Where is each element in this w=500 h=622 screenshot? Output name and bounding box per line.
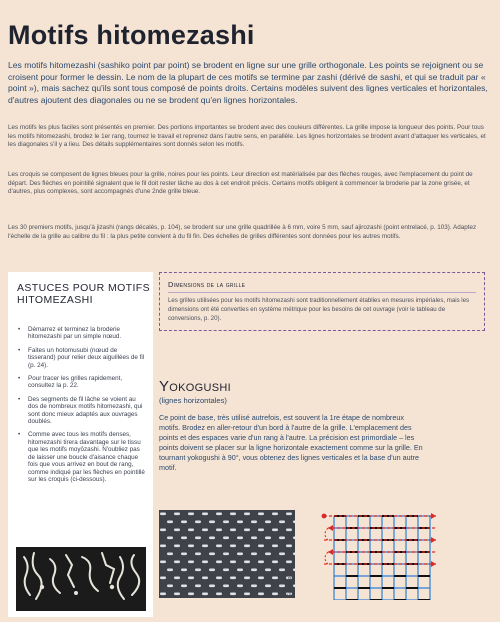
body-paragraph-3 bbox=[8, 224, 490, 241]
yokogushi-title: Yokogushi bbox=[159, 378, 231, 395]
start-point-icon bbox=[322, 514, 327, 519]
heading-divider bbox=[168, 292, 476, 293]
arrow-head-icon bbox=[431, 513, 436, 519]
tip-item: • Pour tracer les grilles rapidement, consultez la p. 22. bbox=[16, 375, 146, 390]
paragraph-text: Les 30 premiers motifs, jusqu'à jizashi (rangs décalés, p. 104), se brodent sur une grille quadrillée à 6 mm, voire 5 mm, sauf ajirozashi (point entrelacé, p. 103). Adaptez l'échelle de la grille au calibre du fil : la plus petite convient à du fil fin. Des échelles de grilles différentes sont données pour les autres motifs. bbox=[8, 224, 477, 240]
photo-credit: Gilles Hot bbox=[287, 575, 293, 597]
intro-text bbox=[8, 60, 490, 106]
tips-sidebar bbox=[8, 272, 153, 617]
body-paragraph-1 bbox=[8, 124, 490, 150]
tip-item: • Comme avec tous les motifs denses, hitomezashi tirera davantage sur le tissu que les motifs moyōzashi. N'oubliez pas de laisser une boucle d'aisance chaque fois que vous arrivez en bout de rang, comme indiqué par les flèches en pointillé sur les croquis (ci-dessous). bbox=[16, 431, 146, 483]
arrow-head-icon bbox=[328, 549, 333, 555]
yokogushi-subtitle: (lignes horizontales) bbox=[159, 396, 227, 405]
tip-item: • Des segments de fil lâche se voient au dos de nombreux motifs hitomezashi, qui sont donc mieux adaptés aux ouvrages doublés. bbox=[16, 396, 146, 426]
dimensions-text: Les grilles utilisées pour les motifs hitomezashi sont traditionnellement établies en mesures impériales, mais les dimensions ont été converties en système métrique pour les besoins de cet ouvrage (voir le tableau de conversions, p. 20). bbox=[168, 297, 470, 322]
turn-loop-arrow bbox=[325, 528, 328, 540]
yokogushi-fabric-photo bbox=[159, 510, 295, 598]
arrow-head-icon bbox=[431, 561, 436, 567]
arrow-head-icon bbox=[328, 525, 333, 531]
tips-list bbox=[16, 326, 146, 489]
tip-item: • Faites un hotomusubi (nœud de tisserand) pour relier deux aiguillées de fil (p. 24). bbox=[16, 347, 146, 369]
dimensions-heading: Dimensions de la grille bbox=[168, 280, 246, 289]
turn-loop-arrow bbox=[325, 552, 328, 564]
stitching-photo bbox=[16, 547, 146, 611]
tip-item: • Démarrez et terminez la broderie hitomezashi par un simple nœud. bbox=[16, 326, 146, 341]
page-title: Motifs hitomezashi bbox=[8, 20, 255, 50]
grid-dimensions-box bbox=[159, 272, 485, 331]
paragraph-text: Les motifs les plus faciles sont présentés en premier. Des portions importantes se brodent avec des couleurs différentes. La grille impose la longueur des points. Pour tous les motifs hitomezashi, brodez le 1er rang, tournez le travail et reprenez dans l'autre sens, en parallèle. Les lignes horizontales se brodent avant d'attaquer les verticales, et les diagonales s'il y a lieu. Des détails supplémentaires sont donnés selon les motifs. bbox=[8, 124, 486, 149]
yokogushi-stitch-diagram bbox=[316, 510, 436, 600]
tips-heading: ASTUCES POUR MOTIFS HITOMEZASHI bbox=[17, 282, 151, 307]
body-paragraph-2 bbox=[8, 171, 490, 197]
paragraph-text: Les croquis se composent de lignes bleues pour la grille, noires pour les points. Leur direction est matérialisée par des flèches rouges, avec l'emplacement du point de départ. Des flèches en pointillé signalent que le fil doit rester lâche au dos à cet endroit précis. Certains motifs obligent à commencer la broderie par la zone grisée, et d'autres, plus complexes, sont accompagnés d'une 2nde grille bleue. bbox=[8, 171, 473, 196]
arrow-head-icon bbox=[431, 537, 436, 543]
yokogushi-text: Ce point de base, très utilisé autrefois, est souvent la 1re étape de nombreux motifs. Brodez en aller-retour d'un bord à l'autre de la grille. L'emplacement des points et des espaces varie d'un rang à l'autre. La précision est primordiale – les points doivent se placer sur la ligne horizontale exactement comme sur la grille. En tournant yokogushi à 90°, vous obtenez des lignes verticales et la base d'un autre motif. bbox=[159, 413, 423, 472]
intro-paragraph: Les motifs hitomezashi (sashiko point par point) se brodent en ligne sur une grille orthogonale. Les points se rejoignent ou se croisent pour former le dessin. Le nom de la plupart de ces motifs se termine par zashi (dérivé de sashi, et qui se traduit par « point »), mais sachez qu'ils sont tous composé de points droits. Certains modèles suivent des lignes verticales et horizontales, d'autres ajoutent des diagonales ou ne se brodent qu'en lignes horizontales. bbox=[8, 60, 488, 105]
